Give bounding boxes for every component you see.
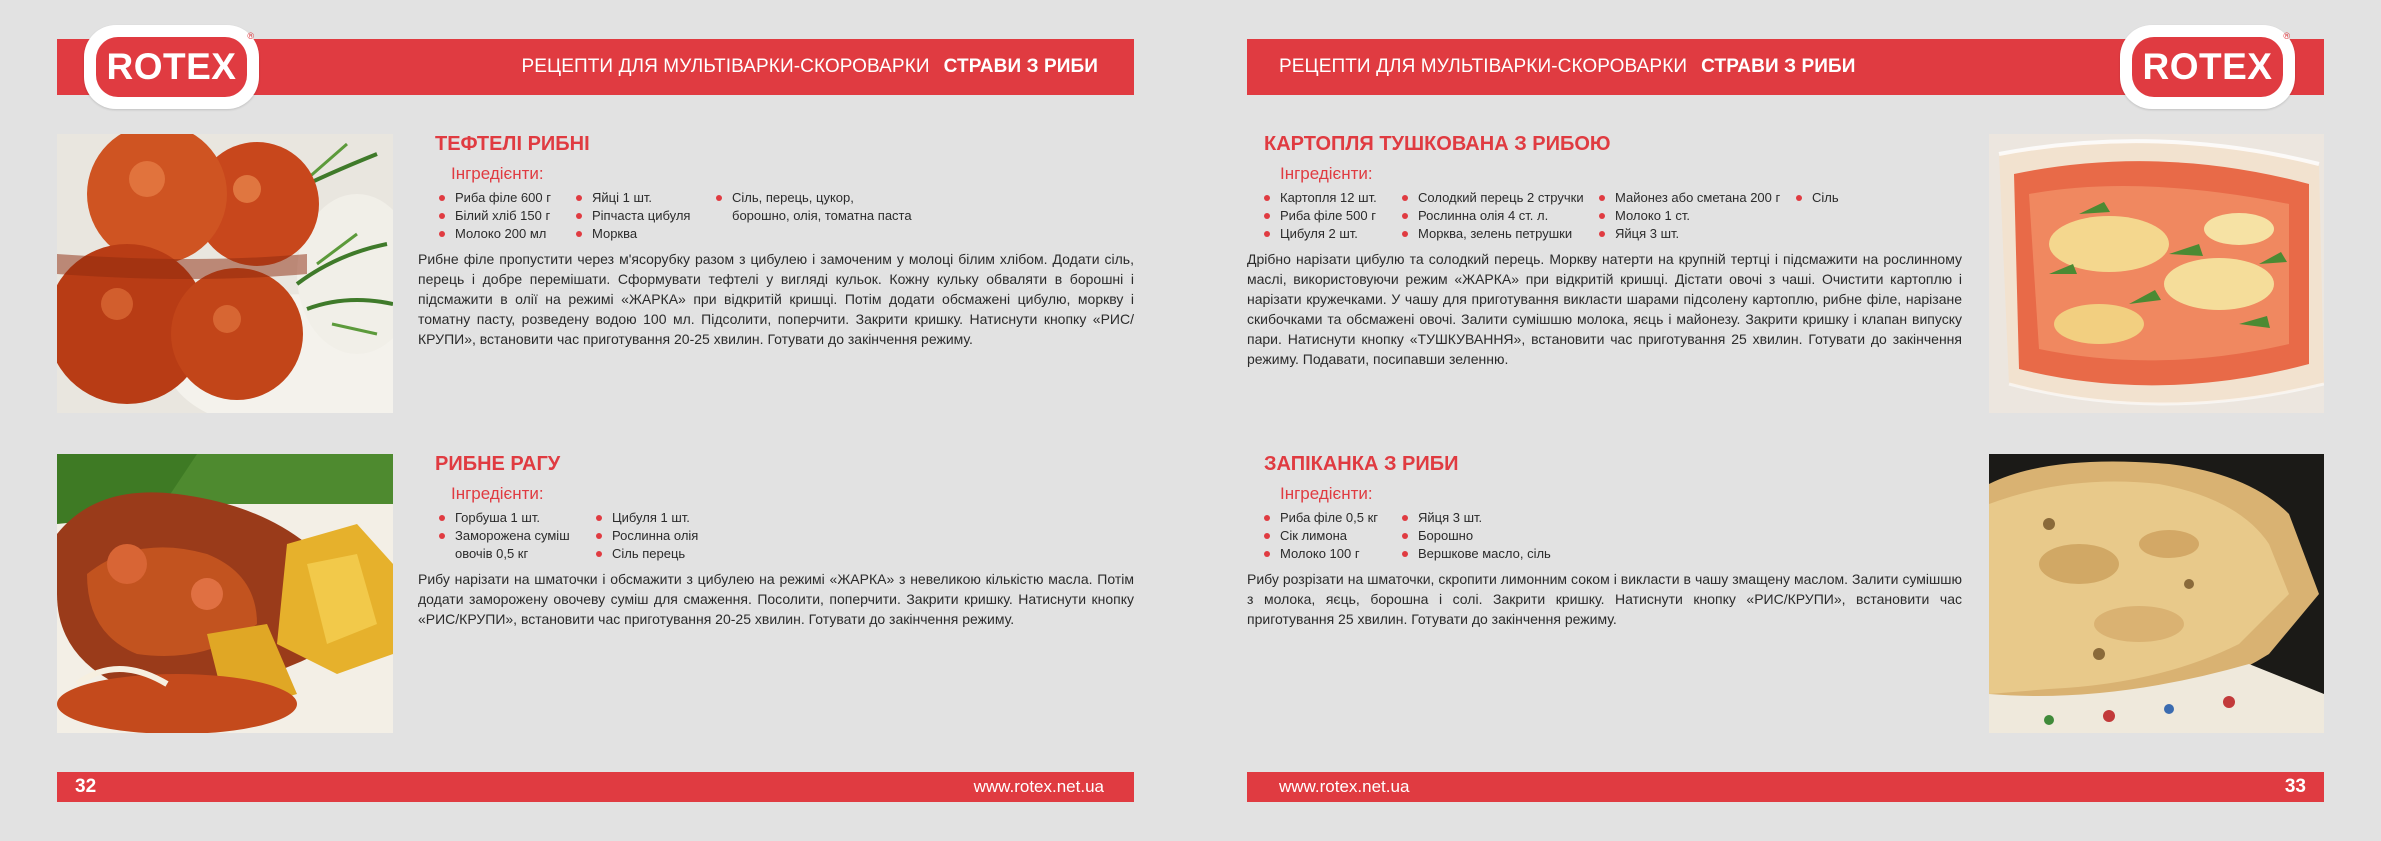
recipe-fish-meatballs [418,131,1134,349]
ingredient-item: Картопля 12 шт. [1264,189,1402,207]
recipe-title: ЗАПІКАНКА З РИБИ [1264,453,1459,475]
ingredient-item: Сіль, перець, цукор, [716,189,936,207]
fish-ragout-photo [57,454,393,733]
ingredients-label: Інгредієнти: [451,484,544,503]
header-section: СТРАВИ З РИБИ [943,56,1098,77]
ingredient-item: Сіль перець [596,545,756,563]
ingredient-item: Сік лимона [1264,527,1402,545]
ingredients-list [1264,509,1962,563]
fish-casserole-photo [1989,454,2324,733]
ingredient-item: Борошно [1402,527,1602,545]
meatballs-photo [57,134,393,413]
recipe-instructions: Дрібно нарізати цибулю та солодкий перець. Моркву натерти на крупній тертці і підсмажити на рослинному маслі, використовуючи режим «ЖАРКА» при відкритій кришці. Дістати овочі з чаші. Очистити картоплю і нарізати кружечками. У чашу для приготування викласти шарами підсолену картоплю, рибне філе, нарізане скибочками та обсмажені овочі. Залити сумішшю молока, яєць і майонезу. Закрити кришку і клапан випуску пари. Натиснути кнопку «ТУШКУВАННЯ», встановити час приготування 25 хвилин. Готувати до закінчення режиму. Подавати, посипавши зеленню. [1247,251,1962,367]
ingredients-label: Інгредієнти: [451,164,544,183]
ingredient-column [576,189,716,243]
logo-text: ROTEX [2132,37,2283,97]
ingredient-item: Яйця 3 шт. [1402,509,1602,527]
ingredient-item: Вершкове масло, сіль [1402,545,1602,563]
ingredient-item: Молоко 1 ст. [1599,207,1796,225]
ingredient-item: Сіль [1796,189,1876,207]
ingredient-column [1402,189,1599,243]
footer-url-link[interactable]: www.rotex.net.ua [1279,777,1410,796]
recipe-fish-casserole [1247,451,1962,629]
ingredient-item: Морква [576,225,716,243]
ingredient-item: Рослинна олія 4 ст. л. [1402,207,1599,225]
ingredient-column [439,509,596,563]
potato-fish-photo [1989,134,2324,413]
recipe-instructions: Рибу нарізати на шматочки і обсмажити з цибулею на режимі «ЖАРКА» з невеликою кількістю масла. Потім додати заморожену овочеву суміш для смаження. Посолити, поперчити. Закрити кришку. Натиснути кнопку «РИС/КРУПИ», встановити час приготування 20-25 хвилин. Готувати до закінчення режиму. [418,571,1134,627]
header-title: РЕЦЕПТИ ДЛЯ МУЛЬТІВАРКИ-СКОРОВАРКИ [1279,56,1688,77]
recipe-stewed-potato-fish [1247,131,1962,369]
header-section: СТРАВИ З РИБИ [1701,56,1856,77]
right-header-text [1279,39,1856,95]
rotex-logo [2120,25,2295,109]
recipe-title: КАРТОПЛЯ ТУШКОВАНА З РИБОЮ [1264,133,1611,155]
footer-url-link[interactable]: www.rotex.net.ua [973,777,1104,796]
ingredient-item: Цибуля 2 шт. [1264,225,1402,243]
ingredient-column [1599,189,1796,243]
ingredient-item: Риба філе 0,5 кг [1264,509,1402,527]
ingredient-column [596,509,756,563]
left-footer-bar [57,772,1134,802]
ingredient-column [716,189,936,243]
ingredient-column [439,189,576,243]
ingredient-item: овочів 0,5 кг [455,546,529,561]
ingredient-item: Солодкий перець 2 стручки [1402,189,1599,207]
ingredient-item: Риба філе 600 г [439,189,576,207]
ingredient-item: Морква, зелень петрушки [1402,225,1599,243]
ingredient-item: Яйці 1 шт. [576,189,716,207]
recipe-title: ТЕФТЕЛІ РИБНІ [435,133,590,155]
logo-reg-mark: ® [247,31,254,41]
ingredient-item: Цибуля 1 шт. [596,509,756,527]
logo-reg-mark: ® [2283,31,2290,41]
ingredient-item: Горбуша 1 шт. [439,509,596,527]
ingredients-list [439,189,1134,243]
ingredient-item: Майонез або сметана 200 г [1599,189,1796,207]
ingredient-column [1264,509,1402,563]
ingredient-column [1796,189,1876,243]
ingredient-item: Риба філе 500 г [1264,207,1402,225]
ingredient-item: Рослинна олія [596,527,756,545]
recipe-fish-ragout [418,451,1134,629]
page-number: 32 [75,776,97,797]
rotex-logo [84,25,259,109]
ingredient-item: Заморожена суміш [439,527,596,545]
ingredients-list [439,509,1134,563]
ingredient-item: Ріпчаста цибуля [576,207,716,225]
ingredients-list [1264,189,1962,243]
recipe-title: РИБНЕ РАГУ [435,453,561,475]
ingredient-item: Молоко 200 мл [439,225,576,243]
ingredient-column [1264,189,1402,243]
ingredient-item: Яйця 3 шт. [1599,225,1796,243]
right-footer-bar [1247,772,2324,802]
page-number: 33 [2284,776,2306,797]
recipe-instructions: Рибу розрізати на шматочки, скропити лимонним соком і викласти в чашу змащену маслом. Залити сумішшю з молока, яєць, борошна і солі. Закрити кришку. Натиснути кнопку «РИС/КРУПИ», встановити час приготування 25 хвилин. Готувати до закінчення режиму. [1247,571,1962,627]
header-title: РЕЦЕПТИ ДЛЯ МУЛЬТІВАРКИ-СКОРОВАРКИ [521,56,930,77]
ingredient-item: Білий хліб 150 г [439,207,576,225]
ingredients-label: Інгредієнти: [1280,484,1373,503]
recipe-instructions: Рибне філе пропустити через м'ясорубку разом з цибулею і замоченим у молоці білим хлібом. Додати сіль, перець і добре перемішати. Сформувати тефтелі у вигляді кульок. Кожну кульку обваляти в борошні і підсмажити в олії на режимі «ЖАРКА» при відкритій кришці. Потім додати обсмажені цибулю, моркву і томатну пасту, розведену водою 100 мл. Підсолити, поперчити. Закрити кришку. Натиснути кнопку «РИС/КРУПИ», встановити час приготування 20-25 хвилин. Готувати до закінчення режиму. [418,251,1134,347]
ingredient-item: Молоко 100 г [1264,545,1402,563]
ingredient-column [1402,509,1602,563]
ingredients-label: Інгредієнти: [1280,164,1373,183]
logo-text: ROTEX [96,37,247,97]
left-header-text [522,39,1099,95]
ingredient-item: борошно, олія, томатна паста [732,208,912,223]
